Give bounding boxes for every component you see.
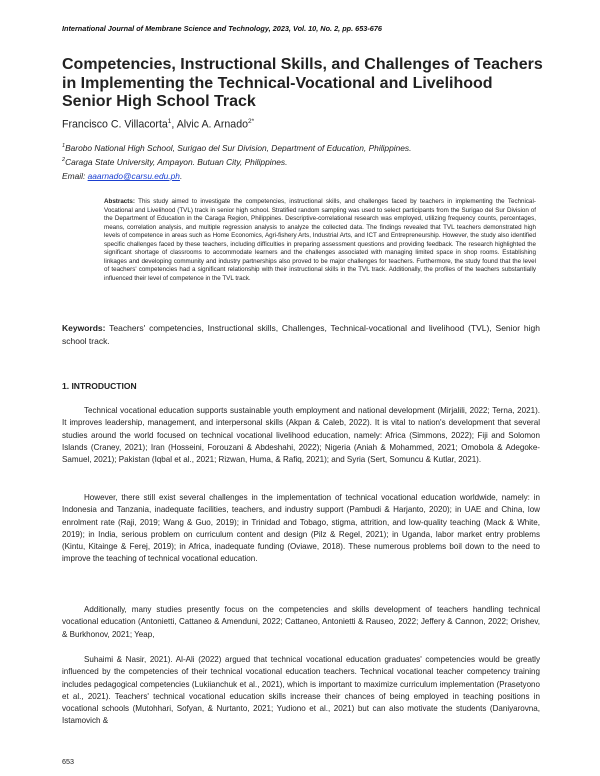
keywords-text: Teachers' competencies, Instructional skills, Challenges, Technical-vocational and livelihood (TVL), Senior high school track.	[62, 323, 540, 346]
abstract-text: This study aimed to investigate the competencies, instructional skills, and challenges faced by teachers in implementing the Technical-Vocational and Livelihood (TVL) track in senior high school. Stratified random sampling was used to select participants from the Surigao del Sur Division of the Department of Education in the Caraga Region, Philippines. Descriptive-correlational research was employed, utilizing frequency counts, percentages, means, correlation analysis, and multiple regression analysis to analyze the collected data. The findings revealed that TVL teachers demonstrated high levels of competence in areas such as Home Economics, Agri-fishery Arts, Industrial Arts, and ICT and Entrepreneurship. However, the study also identified specific challenges faced by these teachers, including difficulties in preparing assessment questions and providing feedback. The research highlighted the significant shortage of classrooms to accommodate learners and the challenges associated with managing limited space in shop rooms. Establishing linkages and developing community and industry partnerships also proved to be major challenges for teachers. Furthermore, the study found that the level of teachers' competencies had a significant relationship with their instructional skills in the TVL track. Additionally, the profiles of the teachers substantially influenced their level of competence in the TVL track.	[104, 198, 536, 282]
author-separator: ,	[171, 118, 177, 131]
abstract-label: Abstracts:	[104, 198, 135, 205]
author-list	[62, 118, 542, 131]
author-affiliation-marker: 2*	[247, 118, 255, 125]
email-end: .	[179, 171, 183, 181]
body-paragraph: However, there still exist several challenges in the implementation of technical vocational education worldwide, namely: in Indonesia and Tanzania, inadequate facilities, teachers, and industry support (Pambudi & Harjanto, 2020); in UAE and China, low enrolment rate (Raji, 2019; Wang & Guo, 2019); in Trinidad and Tobago, stigma, attrition, and low-quality teaching (Mack & White, 2019); in India, serious problem on curriculum content and design (Pilz & Regel, 2021); in Uganda, labor market entry problems (Kintu, Kitainge & Ferej, 2019); in Africa, inadequate funding (Oviawe, 2018). These numerous problems boil down to the need to improve the teaching of technical vocational education.	[62, 493, 540, 564]
affiliation-1	[62, 143, 542, 153]
paper-title: Competencies, Instructional Skills, and Challenges of Teachers in Implementing the Technical-Vocational and Livelihood Senior High School Track	[62, 56, 543, 110]
affiliation-text: Caraga State University, Ampayon. Butuan City, Philippines.	[65, 157, 288, 167]
keywords	[62, 322, 540, 347]
author-name: Alvic A. Arnado	[176, 118, 248, 131]
body-paragraph: Additionally, many studies presently focus on the competencies and skills development of teachers handling technical vocational education (Antonietti, Cattaneo & Amenduni, 2022; Cattaneo, Antonietti & Rauseo, 2022; Jeffery & Cannon, 2022; Orishev, & Burkhonov, 2021; Yeap,	[62, 605, 540, 639]
affiliation-marker: 1	[62, 143, 66, 150]
journal-citation-header: International Journal of Membrane Science and Technology, 2023, Vol. 10, No. 2, pp. 653-676	[62, 24, 382, 33]
email-label: Email:	[62, 171, 88, 181]
corresponding-email	[62, 171, 542, 181]
author-affiliation-marker: 1	[167, 118, 172, 125]
affiliation-text: Barobo National High School, Surigao del Sur Division, Department of Education, Philippines.	[65, 143, 412, 153]
page-number: 653	[62, 757, 74, 766]
affiliation-2	[62, 157, 542, 167]
affiliation-marker: 2	[62, 157, 66, 164]
section-heading-introduction: 1. INTRODUCTION	[62, 381, 137, 391]
body-paragraph: Technical vocational education supports sustainable youth employment and national development (Mirjalili, 2022; Terna, 2021). It improves leadership, management, and interpersonal skills (Akpan & Caleb, 2022). It is vital to nation's development that several studies around the world focused on technical vocational livelihood education, namely: Africa (Simmons, 2022); Fiji and Solomon Islands (Craney, 2021); Iran (Hosseini, Forouzani & Abdeshahi, 2022); Nigeria (Aniah & Mohammed, 2021; Omobola & Adegoke-Samuel, 2021); Pakistan (Iqbal et al., 2021; Rizwan, Huma, & Rafiq, 2021); and Syria (Sert, Somuncu & Kutlar, 2021).	[62, 406, 540, 465]
abstract	[104, 198, 536, 283]
author-name: Francisco C. Villacorta	[62, 118, 168, 131]
body-paragraph: Suhaimi & Nasir, 2021). Al-Ali (2022) argued that technical vocational education graduates' competencies would be greatly influenced by the competencies of their technical vocational education teachers. Technical vocational teacher competency training includes pedagogical competencies (Lukiianchuk et al., 2021), which is important to maximize curriculum implementation (Prasetyono et al., 2021). Teachers' technical vocational education skills increase their chances of being employed in teaching positions in vocational schools (Mutohhari, Sofyan, & Nurtanto, 2021; Yudiono et al., 2021) but can also motivate the students (Daniyarovna, Istamovich &	[62, 655, 540, 726]
keywords-label: Keywords:	[62, 323, 106, 333]
email-link[interactable]: aaarnado@carsu.edu.ph	[87, 171, 180, 181]
